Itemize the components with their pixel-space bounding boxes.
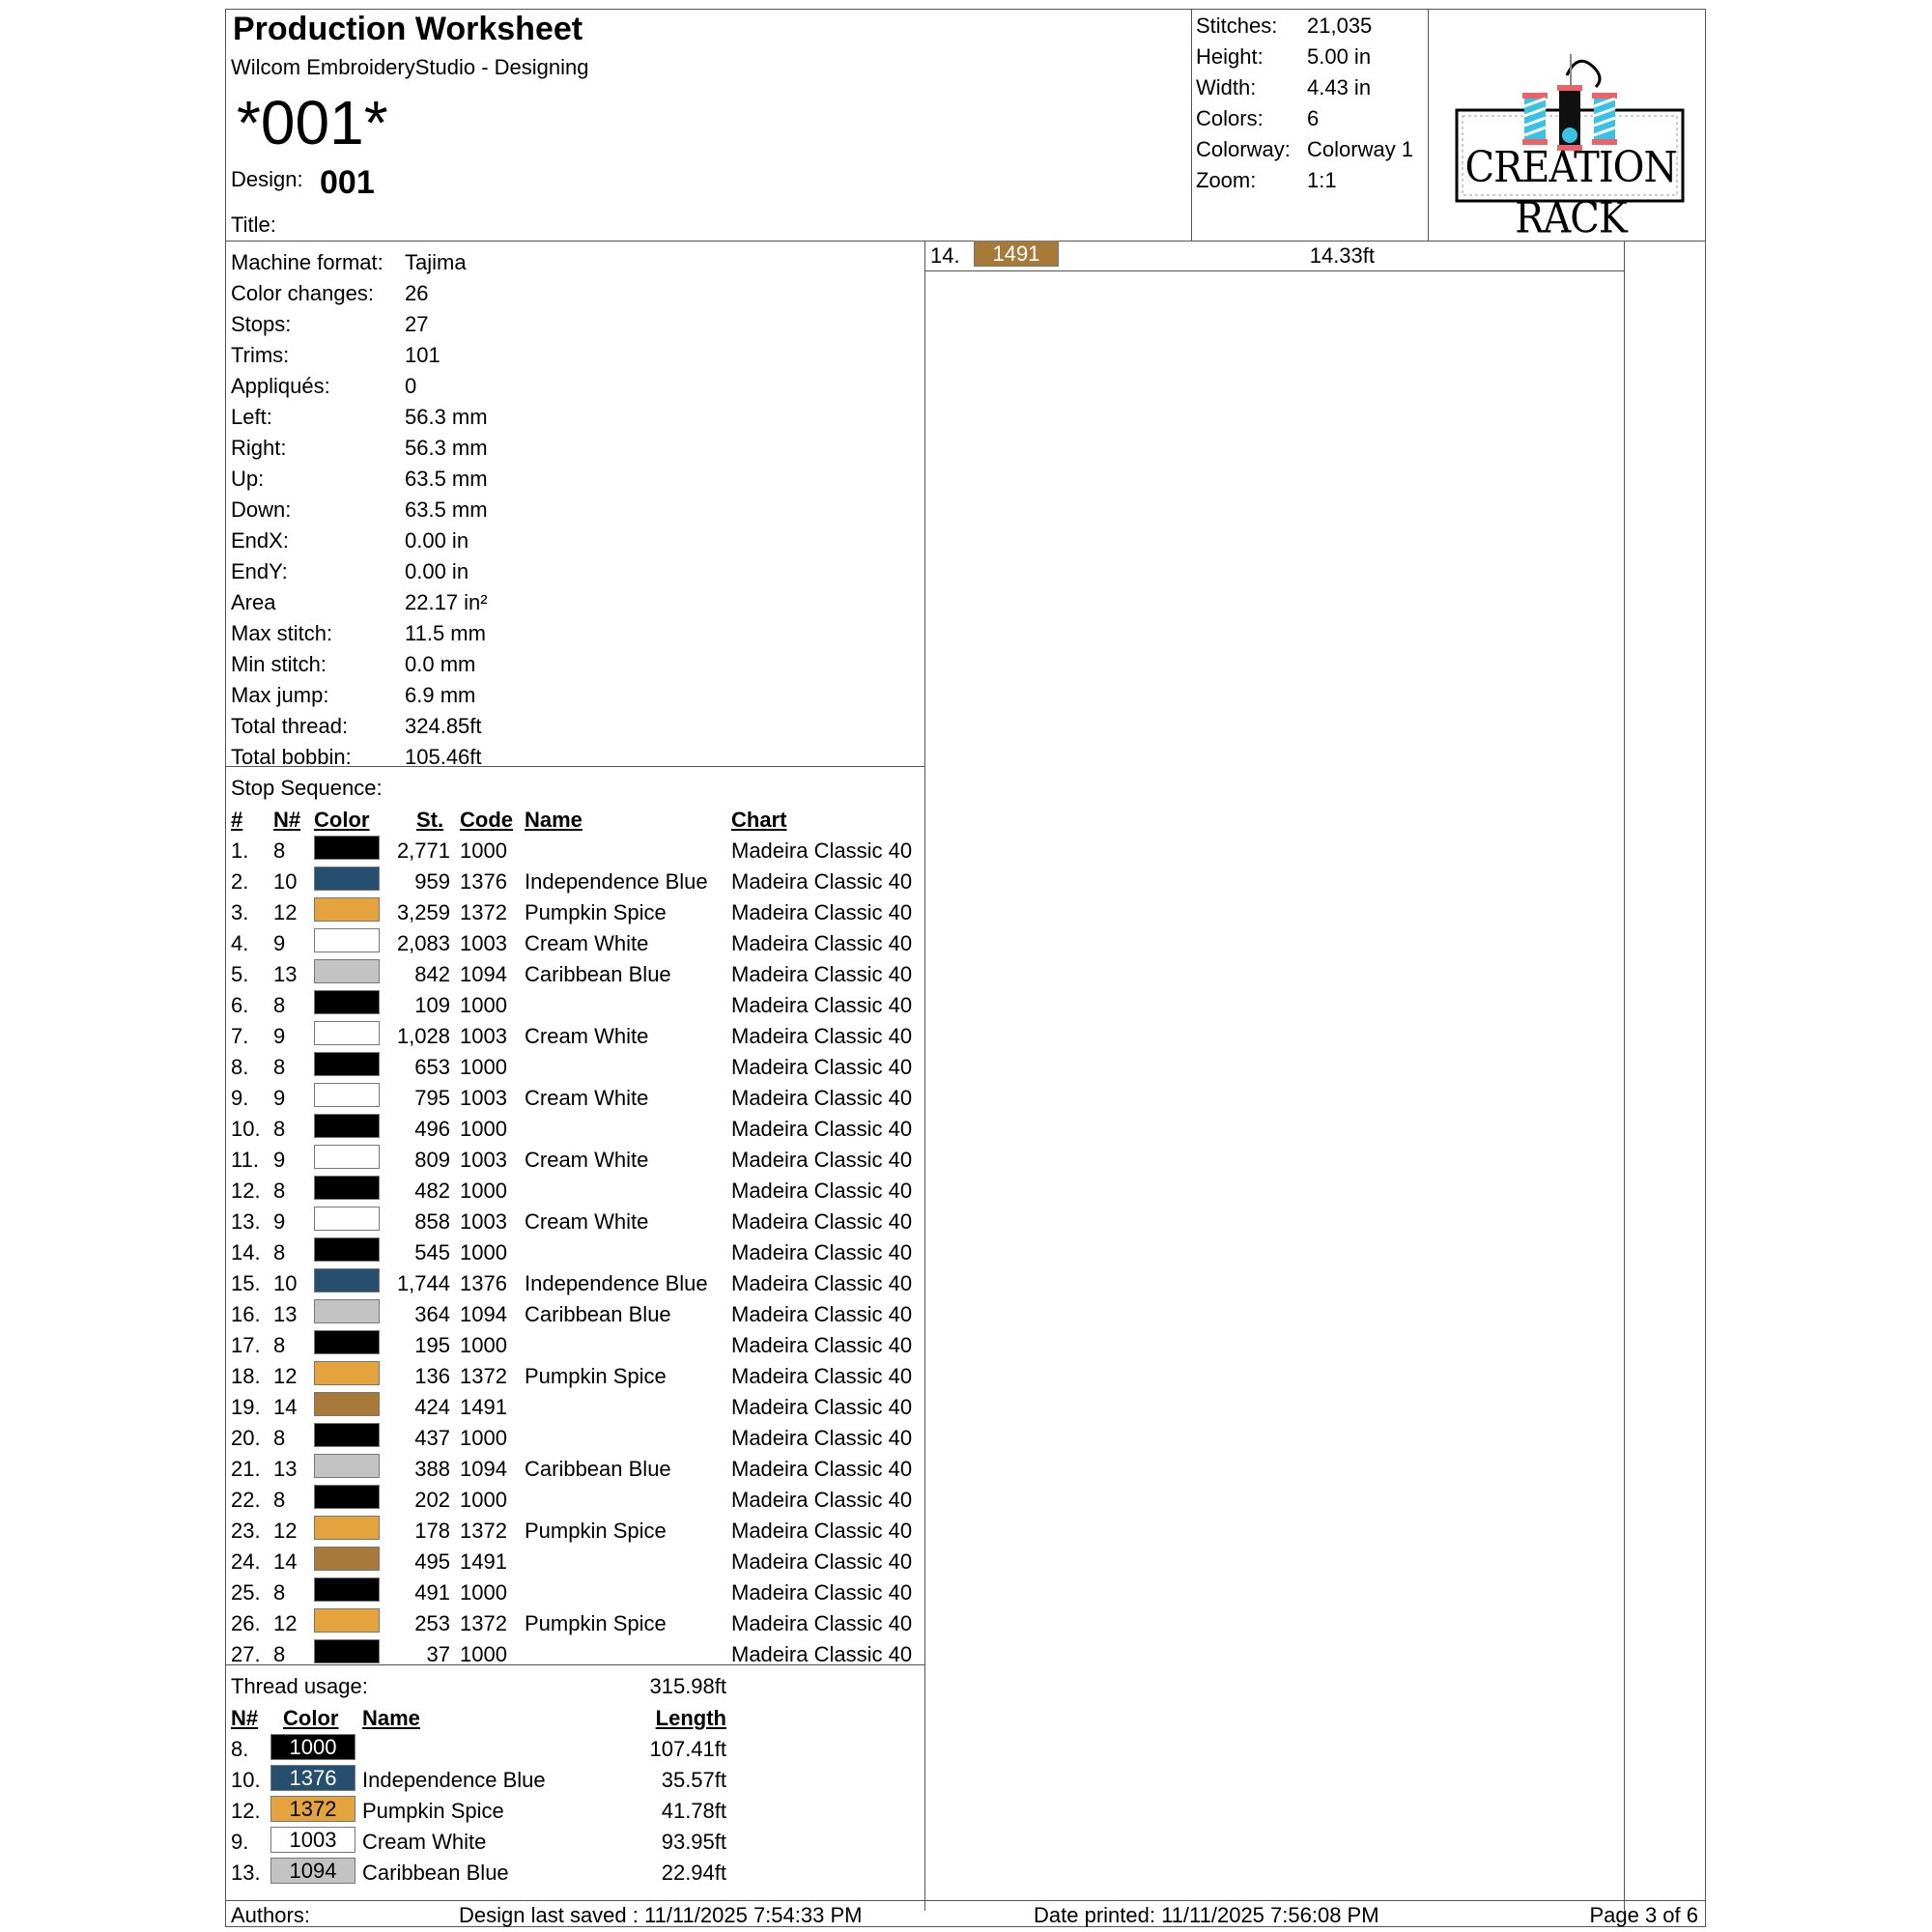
stop-row (231, 1145, 922, 1176)
stop-row (231, 1639, 922, 1670)
needle-number: 8 (273, 1580, 286, 1605)
thread-name: Cream White (525, 1148, 649, 1172)
title-label: Title: (231, 213, 276, 237)
stop-num: 1. (231, 838, 249, 863)
logo-text: CREATION RACK (1464, 143, 1677, 243)
needle-number: 13 (273, 962, 298, 986)
thread-name: Cream White (525, 931, 649, 955)
stop-row (231, 1392, 922, 1423)
stop-row (231, 990, 922, 1021)
stitch-count: 842 (414, 962, 450, 986)
design-name-large: *001* (237, 88, 388, 157)
thread-length: 22.94ft (661, 1861, 726, 1885)
thread-chart: Madeira Classic 40 (731, 1364, 913, 1388)
thread-chart: Madeira Classic 40 (731, 1488, 913, 1512)
thread-length: 93.95ft (661, 1830, 726, 1854)
stop-num: 17. (231, 1333, 261, 1357)
thread-code: 1000 (460, 1240, 507, 1264)
stop-row (231, 1361, 922, 1392)
stop-num: 5. (231, 962, 249, 986)
color-swatch (314, 1547, 380, 1571)
col-st: St. (416, 808, 444, 832)
stop-row (231, 867, 922, 897)
thread-chart: Madeira Classic 40 (731, 1271, 913, 1295)
footer-last-saved: Design last saved : 11/11/2025 7:54:33 PM (459, 1903, 863, 1927)
stitch-count: 202 (414, 1488, 450, 1512)
thread-chart: Madeira Classic 40 (731, 1209, 913, 1234)
thread-chart: Madeira Classic 40 (731, 931, 913, 955)
col-n: N# (273, 808, 301, 832)
thread-name: Pumpkin Spice (525, 1611, 667, 1635)
stop-row (231, 1485, 922, 1516)
stop-row (231, 1454, 922, 1485)
color-swatch (314, 1639, 380, 1663)
thread-chart: Madeira Classic 40 (731, 1426, 913, 1450)
thread-code: 1003 (460, 1148, 507, 1172)
thread-usage-row (231, 1858, 922, 1889)
thread-code: 1000 (460, 1642, 507, 1666)
color-swatch (314, 1392, 380, 1416)
stop-num: 19. (231, 1395, 261, 1419)
stop-row (231, 1577, 922, 1608)
stop-row (231, 1207, 922, 1237)
stop-num: 13. (231, 1209, 261, 1234)
thread-code: 1372 (460, 1364, 507, 1388)
thread-chart: Madeira Classic 40 (731, 1240, 913, 1264)
stitch-count: 195 (414, 1333, 450, 1357)
stop-num: 21. (231, 1457, 261, 1481)
stop-num: 23. (231, 1519, 261, 1543)
thread-code: 1491 (460, 1395, 507, 1419)
stop-num: 7. (231, 1024, 249, 1048)
stop-num: 14. (231, 1240, 261, 1264)
needle-number: 12 (273, 1519, 298, 1543)
thread-swatch: 1376 (270, 1765, 355, 1791)
stop-row (231, 1114, 922, 1145)
thread-code: 1000 (460, 1179, 507, 1203)
thread-name: Independence Blue (362, 1768, 546, 1792)
thread-n: 8. (231, 1737, 249, 1761)
stop-row (231, 959, 922, 990)
color-swatch (314, 928, 380, 952)
stitch-count: 496 (414, 1117, 450, 1141)
right-margin-line (1624, 242, 1625, 1911)
thread-chart: Madeira Classic 40 (731, 1302, 913, 1326)
thread-code: 1372 (460, 1519, 507, 1543)
col-code: Code (460, 808, 513, 832)
stop-num: 18. (231, 1364, 261, 1388)
thread-name: Caribbean Blue (525, 962, 671, 986)
worksheet-page: Production Worksheet Wilcom EmbroideryStudio - Designing *001* Design: 001 Title: Stitches: 21,035 Height: 5.00 in Width: 4.43 in Colors: 6 Colorway: Colorway 1 Zoom: 1:1 CREATION RACK Machine format: Tajima Color changes: 26 Stops: 27 Trims: 101 Appliqués: 0 Left: 56.3 mm Right: 56.3 mm Up: 63.5 mm Down: 63.5 mm EndX: 0.00 in EndY: 0.00 in Area 22.17 in² Max stitch: 11.5 mm Min stitch: 0.0 mm Max jump: 6.9 mm Total thread: 324.85ft Total bobbin: 105.46ft Stop Sequence: # N# Color St. Code Name Chart 1. 8 2,771 1000 Madeira Classic 40 2. 10 959 1376 Independence Blue Madeira Classic 40 3. 12 3,259 1372 Pumpkin Spice Madeira Classic 40 4. 9 2,083 1003 Cream White Madeira Classic 40 5. 13 842 1094 Caribbean Blue Madeira Classic 40 6. 8 109 1000 Madeira Classic 40 7. 9 1,028 1003 Cream White Madeira Classic 40 8. 8 653 1000 Madeira Classic 40 9. 9 795 1003 Cream White Madeira Classic 40 10. 8 496 1000 Madeira Classic 40 11. 9 809 1003 Cream White Madeira Classic 40 12. 8 482 1000 Madeira Classic 40 13. 9 858 1003 Cream White Madeira Classic 40 14. 8 545 1000 Madeira Classic 40 15. 10 1,744 1376 Independence Blue Madeira Classic 40 16. 13 364 1094 Caribbean Blue Madeira Classic 40 17. 8 195 1000 Madeira Classic 40 18. 12 136 1372 Pumpkin Spice Madeira Classic 40 19. 14 424 1491 Madeira Classic 40 20. 8 437 1000 Madeira Classic 40 21. 13 388 1094 Caribbean Blue Madeira Classic 40 22. 8 202 1000 Madeira Classic 40 23. 12 178 1372 Pumpkin Spice Madeira Classic 40 24. 14 495 1491 Madeira Classic 40 25. 8 491 1000 Madeira Classic 40 26. 12 253 1372 Pumpkin Spice Madeira Classic 40 27. 8 37 1000 Madeira Classic 40 Thread usage: 315.98ft N# Color Name Length 8. 1000 107.41ft 10. 1376 Independence Blue 35.57ft 12. 1372 Pumpkin Spice 41.78ft 9. 1003 Cream White 93.95ft 13. 1094 Caribbean Blue 22.94ft 14. 1491 14.33ft Authors: Design last saved : 11/11/2025 7:54:33 PM Date printed: 11/11/2025 7:56:08 PM Page 3 of 6 (225, 9, 1706, 1927)
stitch-count: 136 (414, 1364, 450, 1388)
thread-chart: Madeira Classic 40 (731, 1055, 913, 1079)
thread-n: 9. (231, 1830, 249, 1854)
thread-chart: Madeira Classic 40 (731, 869, 913, 894)
thread-code: 1003 (460, 931, 507, 955)
stop-sequence-rows (231, 836, 922, 1670)
stop-row (231, 1083, 922, 1114)
stitch-count: 959 (414, 869, 450, 894)
thread-chart: Madeira Classic 40 (731, 1086, 913, 1110)
stitch-count: 1,028 (396, 1024, 450, 1048)
color-swatch (314, 1485, 380, 1509)
stitch-count: 388 (414, 1457, 450, 1481)
color-swatch (314, 959, 380, 983)
needle-number: 8 (273, 838, 286, 863)
color-swatch (314, 1608, 380, 1633)
thread-chart: Madeira Classic 40 (731, 1611, 913, 1635)
stop-num: 9. (231, 1086, 249, 1110)
thread-code: 1000 (460, 1580, 507, 1605)
stop-num: 26. (231, 1611, 261, 1635)
stop-num: 6. (231, 993, 249, 1017)
thread-chart: Madeira Classic 40 (731, 1148, 913, 1172)
color-swatch (314, 1083, 380, 1107)
stop-row (231, 1268, 922, 1299)
stop-num: 3. (231, 900, 249, 924)
color-swatch (314, 1516, 380, 1540)
thread-usage-row (231, 1796, 922, 1827)
stop-row (231, 1299, 922, 1330)
footer-divider (226, 1900, 1705, 1901)
needle-number: 12 (273, 1364, 298, 1388)
stitch-count: 2,771 (396, 838, 450, 863)
needle-number: 8 (273, 993, 286, 1017)
stop-num: 16. (231, 1302, 261, 1326)
thread-code: 1372 (460, 900, 507, 924)
thread-swatch: 1003 (270, 1827, 355, 1853)
thread-code: 1376 (460, 869, 507, 894)
thread-name: Cream White (362, 1830, 487, 1854)
thread-usage-continued-row (930, 242, 1621, 270)
footer-date-printed: Date printed: 11/11/2025 7:56:08 PM (1034, 1903, 1379, 1927)
needle-number: 12 (273, 900, 298, 924)
thread-chart: Madeira Classic 40 (731, 1024, 913, 1048)
stitch-count: 495 (414, 1549, 450, 1574)
stop-row (231, 1237, 922, 1268)
color-swatch (314, 1299, 380, 1323)
thread-name: Caribbean Blue (362, 1861, 509, 1885)
thread-code: 1000 (460, 1333, 507, 1357)
thread-usage-row (231, 1765, 922, 1796)
thread-code: 1000 (460, 993, 507, 1017)
color-swatch (314, 990, 380, 1014)
needle-number: 14 (273, 1549, 298, 1574)
color-swatch (314, 1207, 380, 1231)
color-swatch (314, 867, 380, 891)
stitch-count: 809 (414, 1148, 450, 1172)
thread-name: Caribbean Blue (525, 1302, 671, 1326)
color-swatch (314, 1021, 380, 1045)
color-swatch (314, 1330, 380, 1354)
needle-number: 9 (273, 1086, 286, 1110)
software-subtitle: Wilcom EmbroideryStudio - Designing (231, 55, 589, 79)
stitch-count: 858 (414, 1209, 450, 1234)
stop-row (231, 1330, 922, 1361)
stitch-count: 253 (414, 1611, 450, 1635)
needle-number: 10 (273, 1271, 298, 1295)
creation-rack-logo (1451, 46, 1690, 243)
thread-swatch: 1000 (270, 1734, 355, 1760)
thread-name: Pumpkin Spice (525, 1519, 667, 1543)
thread-code: 1000 (460, 838, 507, 863)
thread-chart: Madeira Classic 40 (731, 838, 913, 863)
thread-code: 1372 (460, 1611, 507, 1635)
needle-number: 14 (273, 1395, 298, 1419)
needle-number: 9 (273, 1024, 286, 1048)
thread-code: 1094 (460, 962, 507, 986)
stitch-count: 437 (414, 1426, 450, 1450)
stitch-count: 178 (414, 1519, 450, 1543)
stop-row (231, 1608, 922, 1639)
stop-row (231, 1516, 922, 1547)
footer-page-number: Page 3 of 6 (1589, 1903, 1698, 1927)
column-divider (924, 242, 925, 1911)
color-swatch (314, 1423, 380, 1447)
design-value: 001 (320, 164, 375, 201)
needle-number: 9 (273, 1148, 286, 1172)
stop-num: 11. (231, 1148, 259, 1172)
thread-chart: Madeira Classic 40 (731, 1333, 913, 1357)
stop-row (231, 1021, 922, 1052)
color-swatch (314, 1237, 380, 1262)
thread-name: Independence Blue (525, 1271, 708, 1295)
thread-chart: Madeira Classic 40 (731, 1549, 913, 1574)
col-chart: Chart (731, 808, 787, 832)
stop-num: 10. (231, 1117, 261, 1141)
thread-chart: Madeira Classic 40 (731, 993, 913, 1017)
stop-num: 25. (231, 1580, 261, 1605)
thread-usage-row (231, 1827, 922, 1858)
needle-number: 8 (273, 1179, 286, 1203)
page-title: Production Worksheet (233, 11, 583, 47)
thread-chart: Madeira Classic 40 (731, 1457, 913, 1481)
stop-num: 15. (231, 1271, 261, 1295)
footer-authors: Authors: (231, 1903, 310, 1927)
needle-number: 8 (273, 1426, 286, 1450)
needle-number: 8 (273, 1642, 286, 1666)
stitch-count: 1,744 (396, 1271, 450, 1295)
thread-swatch: 1491 (974, 241, 1059, 267)
color-swatch (314, 1145, 380, 1169)
thread-length: 107.41ft (649, 1737, 726, 1761)
thread-chart: Madeira Classic 40 (731, 900, 913, 924)
thread-code: 1000 (460, 1426, 507, 1450)
color-swatch (314, 1114, 380, 1138)
color-swatch (314, 1577, 380, 1602)
thread-code: 1000 (460, 1055, 507, 1079)
thread-chart: Madeira Classic 40 (731, 1642, 913, 1666)
thread-swatch: 1094 (270, 1858, 355, 1884)
needle-number: 8 (273, 1488, 286, 1512)
col-n: N# (231, 1706, 259, 1730)
thread-name: Pumpkin Spice (362, 1799, 504, 1823)
color-swatch (314, 1052, 380, 1076)
stop-num: 8. (231, 1055, 249, 1079)
thread-code: 1094 (460, 1457, 507, 1481)
logo-divider (1428, 10, 1429, 242)
col-num: # (231, 808, 243, 832)
stop-row (231, 928, 922, 959)
thread-usage-row (231, 1734, 922, 1765)
thread-length: 14.33ft (1309, 243, 1375, 268)
needle-number: 10 (273, 869, 298, 894)
stitch-count: 491 (414, 1580, 450, 1605)
thread-chart: Madeira Classic 40 (731, 962, 913, 986)
stop-row (231, 1547, 922, 1577)
thread-name: Caribbean Blue (525, 1457, 671, 1481)
thread-name: Independence Blue (525, 869, 708, 894)
thread-chart: Madeira Classic 40 (731, 1519, 913, 1543)
thread-name: Pumpkin Spice (525, 900, 667, 924)
thread-n: 13. (231, 1861, 261, 1885)
stop-row (231, 1176, 922, 1207)
design-label: Design: (231, 167, 303, 191)
color-swatch (314, 1361, 380, 1385)
col-color: Color (283, 1706, 339, 1730)
thread-name: Pumpkin Spice (525, 1364, 667, 1388)
thread-chart: Madeira Classic 40 (731, 1395, 913, 1419)
col-length: Length (655, 1706, 726, 1730)
needle-number: 12 (273, 1611, 298, 1635)
stitch-count: 424 (414, 1395, 450, 1419)
thread-swatch: 1372 (270, 1796, 355, 1822)
stitch-count: 37 (426, 1642, 450, 1666)
stitch-count: 3,259 (396, 900, 450, 924)
needle-number: 9 (273, 931, 286, 955)
stop-row (231, 1423, 922, 1454)
stop-sequence-label: Stop Sequence: (231, 776, 383, 800)
col-color: Color (314, 808, 370, 832)
stop-num: 22. (231, 1488, 261, 1512)
needle-number: 8 (273, 1333, 286, 1357)
thread-chart: Madeira Classic 40 (731, 1179, 913, 1203)
stop-num: 20. (231, 1426, 261, 1450)
stitch-count: 364 (414, 1302, 450, 1326)
needle-number: 13 (273, 1302, 298, 1326)
thread-n: 10. (231, 1768, 261, 1792)
stop-num: 2. (231, 869, 249, 894)
color-swatch (314, 1268, 380, 1293)
thread-chart: Madeira Classic 40 (731, 1117, 913, 1141)
stitch-count: 545 (414, 1240, 450, 1264)
stop-row (231, 836, 922, 867)
stop-row (231, 897, 922, 928)
needle-number: 8 (273, 1117, 286, 1141)
col-name: Name (362, 1706, 420, 1730)
stitch-count: 482 (414, 1179, 450, 1203)
thread-chart: Madeira Classic 40 (731, 1580, 913, 1605)
stitch-count: 653 (414, 1055, 450, 1079)
thread-code: 1003 (460, 1024, 507, 1048)
thread-length: 35.57ft (661, 1768, 726, 1792)
color-swatch (314, 1176, 380, 1200)
thread-code: 1000 (460, 1488, 507, 1512)
color-swatch (314, 836, 380, 860)
thread-code: 1376 (460, 1271, 507, 1295)
thread-usage-label: Thread usage: (231, 1674, 368, 1698)
needle-number: 8 (273, 1240, 286, 1264)
thread-n: 12. (231, 1799, 261, 1823)
thread-usage-rows (231, 1734, 922, 1890)
stop-sequence-header (231, 805, 922, 836)
thread-name: Cream White (525, 1209, 649, 1234)
thread-code: 1003 (460, 1209, 507, 1234)
thread-length: 41.78ft (661, 1799, 726, 1823)
thread-n: 14. (930, 243, 960, 268)
summary-divider (1191, 10, 1192, 242)
stitch-count: 2,083 (396, 931, 450, 955)
thread-code: 1491 (460, 1549, 507, 1574)
stop-num: 27. (231, 1642, 261, 1666)
needle-number: 8 (273, 1055, 286, 1079)
needle-number: 9 (273, 1209, 286, 1234)
thread-name: Cream White (525, 1086, 649, 1110)
thread-usage-total: 315.98ft (649, 1674, 726, 1698)
color-swatch (314, 897, 380, 922)
color-swatch (314, 1454, 380, 1478)
thread-code: 1000 (460, 1117, 507, 1141)
col-name: Name (525, 808, 582, 832)
needle-number: 13 (273, 1457, 298, 1481)
thread-code: 1094 (460, 1302, 507, 1326)
thread-code: 1003 (460, 1086, 507, 1110)
thread-name: Cream White (525, 1024, 649, 1048)
thread-usage-header (231, 1703, 922, 1734)
stitch-count: 109 (414, 993, 450, 1017)
stop-num: 24. (231, 1549, 261, 1574)
stop-num: 12. (231, 1179, 261, 1203)
stop-row (231, 1052, 922, 1083)
stop-num: 4. (231, 931, 249, 955)
stitch-count: 795 (414, 1086, 450, 1110)
